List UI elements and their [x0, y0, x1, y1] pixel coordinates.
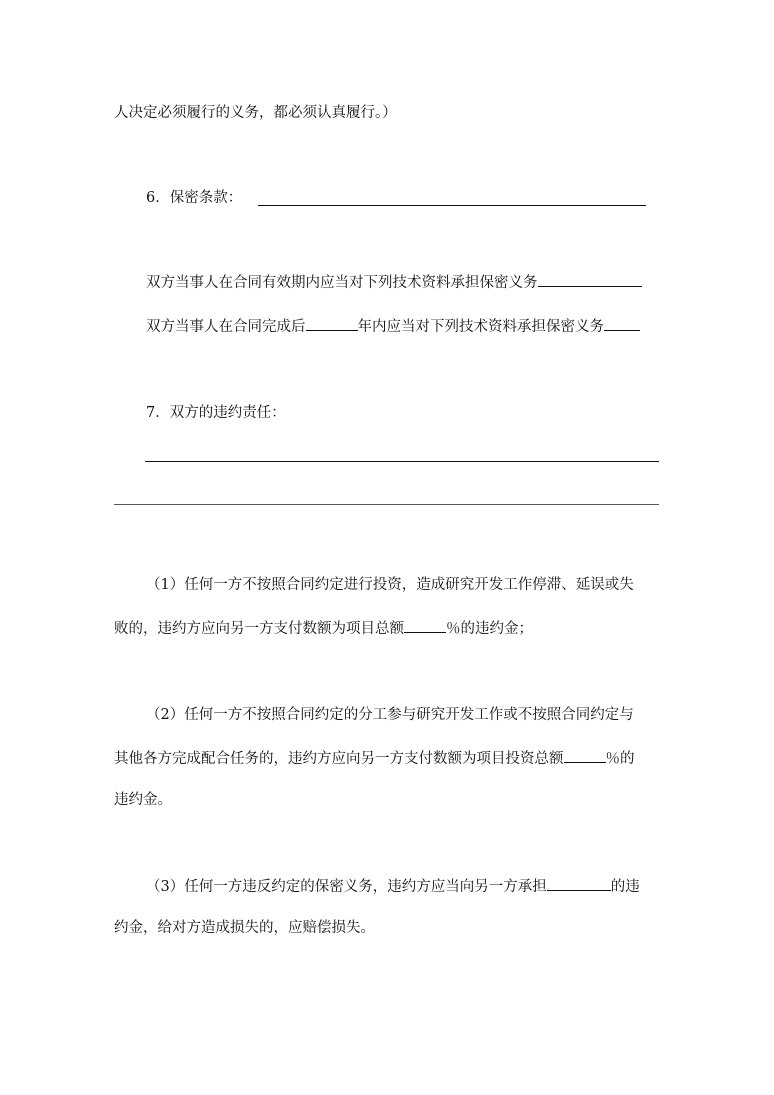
item-3-line-2: 约金，给对方造成损失的，应赔偿损失。	[114, 920, 375, 936]
section-6-title: 6．保密条款：	[146, 190, 243, 206]
item-3-line-1	[146, 876, 640, 897]
section-7-blank-line-2	[114, 504, 659, 505]
intro-tail-text: 人决定必须履行的义务，都必须认真履行。）	[114, 105, 397, 121]
years-blank	[306, 316, 358, 331]
confidentiality-line-2-text-a: 双方当事人在合同完成后	[146, 319, 306, 335]
item-1-line-2	[114, 618, 533, 639]
percent-blank-2	[564, 748, 606, 763]
item-2-line-3: 违约金。	[114, 792, 172, 808]
item-1-line-1: （1）任何一方不按照合同约定进行投资，造成研究开发工作停滞、延误或失	[146, 577, 634, 593]
percent-blank-1	[404, 618, 446, 633]
section-7-title: 7．双方的违约责任：	[146, 405, 286, 421]
item-2-line-1: （2）任何一方不按照合同约定的分工参与研究开发工作或不按照合同约定与	[146, 707, 634, 723]
confidentiality-line-2-blank	[604, 316, 640, 331]
item-1-line-2-text-b: ％的违约金；	[446, 621, 533, 637]
confidentiality-line-2	[146, 316, 640, 337]
item-2-line-2-text-b: ％的	[605, 751, 635, 767]
section-6-blank-line	[258, 205, 646, 206]
penalty-amount-blank	[547, 876, 611, 891]
item-2-line-2-text-a: 其他各方完成配合任务的，违约方应向另一方支付数额为项目投资总额	[114, 751, 564, 767]
item-2-line-2	[114, 748, 635, 769]
confidentiality-line-2-text-b: 年内应当对下列技术资料承担保密义务	[357, 319, 604, 335]
confidentiality-line-1	[146, 272, 642, 293]
confidentiality-line-1-blank	[538, 272, 642, 287]
confidentiality-line-1-text: 双方当事人在合同有效期内应当对下列技术资料承担保密义务	[146, 275, 538, 291]
section-7-blank-line-1	[145, 461, 659, 462]
item-1-line-2-text-a: 败的，违约方应向另一方支付数额为项目总额	[114, 621, 404, 637]
item-3-line-1-text-b: 的违	[610, 879, 640, 895]
item-3-line-1-text-a: （3）任何一方违反约定的保密义务，违约方应当向另一方承担	[146, 879, 547, 895]
